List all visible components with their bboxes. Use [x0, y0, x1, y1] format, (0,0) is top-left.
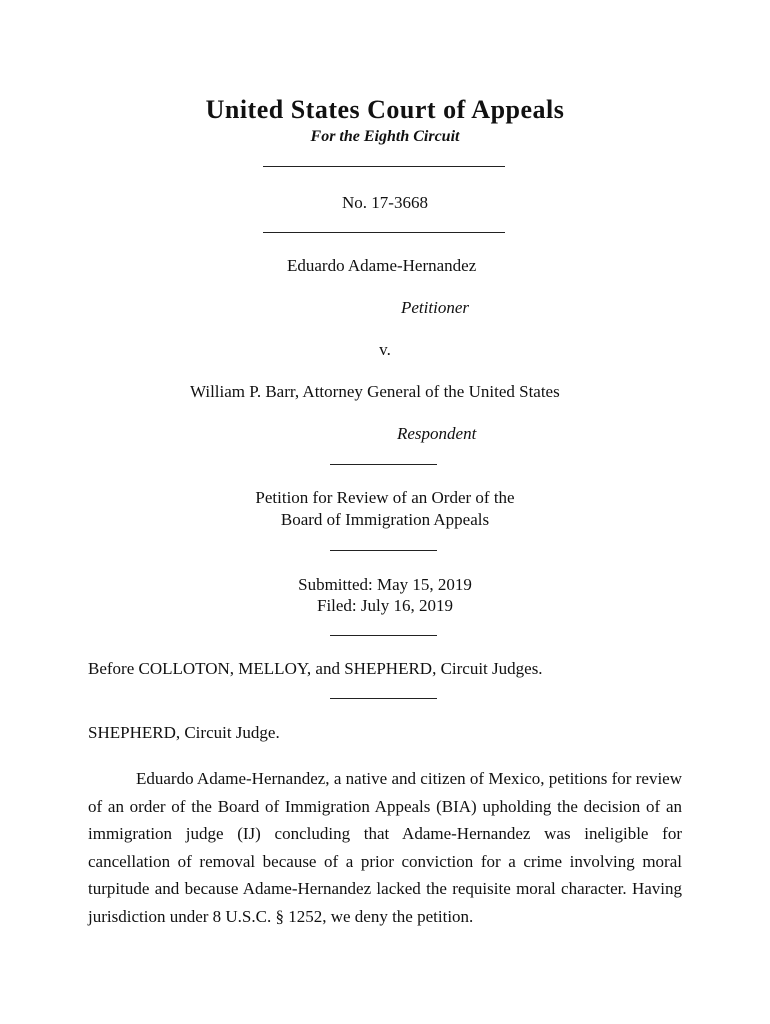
- case-number: No. 17-3668: [342, 193, 428, 212]
- opening-paragraph: Eduardo Adame-Hernandez, a native and citizen of Mexico, petitions for review of an order of the Board of Immigration Appeals (BIA) upholding the decision of an immigration judge (IJ) concluding that Adame-Hernandez was ineligible for cancellation of removal because of a prior conviction for a crime involving moral turpitude and because Adame-Hernandez lacked the requisite moral character. Having jurisdiction under 8 U.S.C. § 1252, we deny the petition.: [88, 769, 682, 926]
- circuit-subtitle: For the Eighth Circuit: [310, 128, 460, 145]
- panel-judges: Before COLLOTON, MELLOY, and SHEPHERD, Circuit Judges.: [88, 659, 543, 678]
- respondent-role: Respondent: [397, 424, 477, 443]
- court-title: United States Court of Appeals: [205, 95, 565, 124]
- petitioner-role: Petitioner: [401, 298, 469, 317]
- divider-rule: [330, 635, 437, 636]
- divider-rule: [263, 232, 505, 233]
- opinion-author: SHEPHERD, Circuit Judge.: [88, 723, 280, 742]
- petition-line-1: Petition for Review of an Order of the: [255, 488, 515, 507]
- divider-rule: [330, 698, 437, 699]
- divider-rule: [330, 550, 437, 551]
- petitioner-name: Eduardo Adame-Hernandez: [287, 256, 477, 275]
- filed-date: Filed: July 16, 2019: [316, 596, 453, 615]
- versus-label: v.: [379, 340, 391, 359]
- submitted-date: Submitted: May 15, 2019: [298, 575, 472, 594]
- divider-rule: [263, 166, 505, 167]
- petition-line-2: Board of Immigration Appeals: [280, 510, 490, 529]
- respondent-name: William P. Barr, Attorney General of the United States: [190, 382, 560, 401]
- divider-rule: [330, 464, 437, 465]
